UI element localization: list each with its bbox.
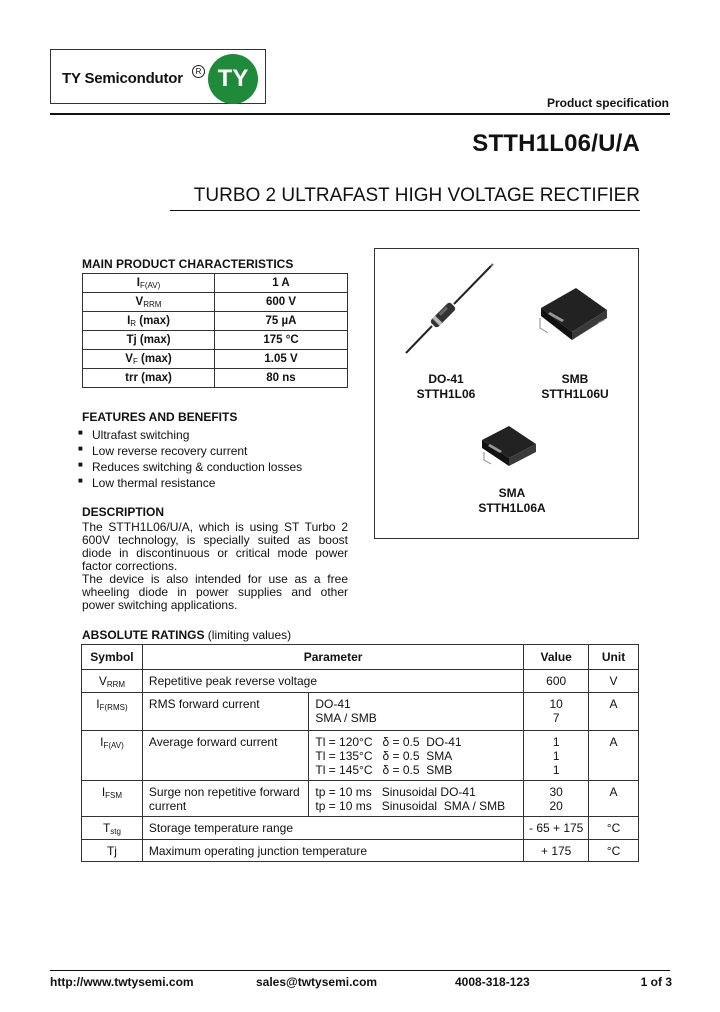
condition-line: DO-41: [315, 697, 351, 711]
absolute-ratings-heading: [82, 628, 291, 642]
features-list: [78, 428, 302, 492]
sma-package-drawing: [482, 426, 536, 466]
feature-item: [78, 476, 302, 492]
value-line: 7: [552, 711, 560, 725]
value-line: 600: [546, 674, 567, 688]
symbol-letter: I: [101, 785, 106, 799]
condition-line: tp = 10 ms Sinusoidal SMA / SMB: [315, 799, 506, 813]
description-paragraph-1: The STTH1L06/U/A, which is using ST Turbo 2 600V technology, is specially suited as boost diode in discontinuous or critical mode power factor corrections.: [82, 520, 348, 573]
symbol-letter: V: [98, 674, 107, 688]
symbol-subscript: F(AV): [103, 741, 124, 750]
header-unit: Unit: [589, 645, 639, 670]
rating-symbol: [82, 781, 143, 817]
part-number-title: STTH1L06/U/A: [472, 130, 640, 157]
characteristic-param: [83, 369, 215, 388]
param-subscript: F: [132, 356, 138, 366]
param-symbol: Tj (max): [126, 334, 171, 346]
param-subscript: RRM: [143, 299, 162, 309]
condition-line: Tl = 145°C δ = 0.5 SMB: [315, 763, 453, 777]
value-line: 1: [552, 763, 560, 777]
footer-phone: 4008-318-123: [455, 975, 530, 989]
param-symbol: trr (max): [125, 372, 172, 384]
param-subscript: F(AV): [139, 280, 161, 290]
company-logo-badge: TY: [208, 54, 258, 104]
table-row: [83, 350, 348, 369]
rating-parameter: Storage temperature range: [142, 817, 523, 840]
footer-page-number: 1 of 3: [640, 975, 672, 989]
footer-divider: [50, 970, 670, 971]
param-symbol: I: [136, 276, 140, 289]
rating-value: [524, 840, 589, 862]
table-row: [83, 312, 348, 331]
feature-text: Ultrafast switching: [92, 428, 190, 442]
rating-value: [524, 817, 589, 840]
table-row: [82, 817, 639, 840]
description-paragraph-2: The device is also intended for use as a free wheeling diode in power supplies and other power switching applications.: [82, 572, 348, 612]
feature-item: [78, 428, 302, 444]
rating-parameter: Surge non repetitive forward current: [142, 781, 308, 817]
rating-unit: °C: [589, 817, 639, 840]
header-symbol: Symbol: [82, 645, 143, 670]
subtitle-underline: [170, 210, 640, 211]
characteristic-value: 75 µA: [215, 312, 348, 331]
header-divider: [50, 113, 670, 115]
rating-symbol: [82, 840, 143, 862]
symbol-letter: Tj: [106, 844, 117, 858]
absolute-ratings-title: ABSOLUTE RATINGS: [82, 628, 205, 642]
rating-parameter: RMS forward current: [142, 693, 308, 731]
table-row: [83, 293, 348, 312]
do41-package-name: DO-41: [428, 372, 464, 386]
bullet-icon: ■: [78, 428, 83, 437]
characteristic-value: 600 V: [215, 293, 348, 312]
characteristic-param: [83, 350, 215, 369]
rating-unit: °C: [589, 840, 639, 862]
do41-package-drawing: [406, 264, 493, 353]
symbol-subscript: stg: [110, 827, 121, 836]
smb-part: STTH1L06U: [541, 387, 609, 401]
param-subscript: R: [130, 318, 137, 328]
description-title: DESCRIPTION: [82, 505, 165, 519]
table-row: [82, 731, 639, 781]
rating-symbol: [82, 693, 143, 731]
registered-mark: R: [192, 65, 205, 78]
characteristic-value: 80 ns: [215, 369, 348, 388]
main-characteristics-table: [82, 273, 348, 388]
company-name: TY Semicondutor: [62, 70, 183, 87]
symbol-letter: I: [100, 735, 104, 749]
rating-conditions: [309, 781, 524, 817]
table-row: [82, 840, 639, 862]
sma-part: STTH1L06A: [478, 501, 546, 515]
param-suffix: (max): [136, 314, 170, 327]
value-line: 1: [552, 735, 560, 749]
value-line: 1: [552, 749, 560, 763]
param-symbol: I: [127, 314, 131, 327]
param-suffix: (max): [137, 352, 172, 365]
rating-conditions: [309, 693, 524, 731]
value-line: - 65 + 175: [528, 821, 584, 835]
header-parameter: Parameter: [142, 645, 523, 670]
characteristic-param: [83, 293, 215, 312]
characteristic-param: [83, 274, 215, 293]
rating-value: [524, 781, 589, 817]
condition-line: SMA / SMB: [315, 711, 377, 725]
rating-unit: V: [589, 670, 639, 693]
value-line: 10: [549, 697, 563, 711]
table-row: [82, 781, 639, 817]
header-value: Value: [524, 645, 589, 670]
rating-unit: A: [589, 781, 639, 817]
rating-symbol: [82, 731, 143, 781]
condition-line: Tl = 135°C δ = 0.5 SMA: [315, 749, 453, 763]
feature-text: Low thermal resistance: [92, 476, 216, 490]
rating-unit: A: [589, 693, 639, 731]
document-type: Product specification: [546, 96, 669, 110]
characteristic-value: 1 A: [215, 274, 348, 293]
absolute-ratings-note: (limiting values): [207, 628, 292, 642]
bullet-icon: ■: [78, 476, 83, 485]
rating-parameter: Average forward current: [142, 731, 308, 781]
table-row: [83, 331, 348, 350]
footer-email[interactable]: sales@twtysemi.com: [256, 975, 378, 989]
rating-value: [524, 670, 589, 693]
condition-line: tp = 10 ms Sinusoidal DO-41: [315, 785, 476, 799]
table-row: [82, 670, 639, 693]
rating-value: [524, 731, 589, 781]
param-symbol: V: [125, 352, 133, 365]
bullet-icon: ■: [78, 460, 83, 469]
feature-text: Low reverse recovery current: [92, 444, 248, 458]
rating-value: [524, 693, 589, 731]
symbol-subscript: FSM: [105, 791, 123, 800]
condition-line: Tl = 120°C δ = 0.5 DO-41: [315, 735, 462, 749]
rating-parameter: Maximum operating junction temperature: [142, 840, 523, 862]
feature-item: [78, 444, 302, 460]
rating-conditions: [309, 731, 524, 781]
feature-item: [78, 460, 302, 476]
smb-label: [535, 372, 615, 402]
table-row: [83, 274, 348, 293]
table-row: [82, 693, 639, 731]
characteristic-value: 175 °C: [215, 331, 348, 350]
absolute-ratings-table: [81, 644, 639, 862]
smb-package-drawing: [540, 288, 607, 340]
feature-text: Reduces switching & conduction losses: [92, 460, 303, 474]
symbol-letter: T: [102, 821, 111, 835]
features-title: FEATURES AND BENEFITS: [82, 410, 238, 424]
product-subtitle: TURBO 2 ULTRAFAST HIGH VOLTAGE RECTIFIER: [193, 185, 640, 206]
do41-part: STTH1L06: [416, 387, 476, 401]
rating-symbol: [82, 817, 143, 840]
param-symbol: V: [135, 295, 144, 308]
symbol-subscript: RRM: [106, 680, 126, 689]
description-text: [82, 521, 348, 612]
value-line: + 175: [540, 844, 572, 858]
rating-symbol: [82, 670, 143, 693]
sma-package-name: SMA: [498, 486, 526, 500]
rating-unit: A: [589, 731, 639, 781]
do41-label: [405, 372, 487, 402]
value-line: 20: [549, 799, 563, 813]
smb-package-name: SMB: [561, 372, 589, 386]
table-row: [83, 369, 348, 388]
characteristic-param: [83, 312, 215, 331]
rating-parameter: Repetitive peak reverse voltage: [142, 670, 523, 693]
characteristic-param: [83, 331, 215, 350]
symbol-subscript: F(RMS): [99, 703, 128, 712]
table-header-row: [82, 645, 639, 670]
bullet-icon: ■: [78, 444, 83, 453]
sma-label: [471, 486, 553, 516]
main-characteristics-title: MAIN PRODUCT CHARACTERISTICS: [82, 257, 294, 271]
characteristic-value: 1.05 V: [215, 350, 348, 369]
symbol-letter: I: [96, 697, 100, 711]
footer-url[interactable]: http://www.twtysemi.com: [50, 975, 194, 989]
value-line: 30: [549, 785, 563, 799]
